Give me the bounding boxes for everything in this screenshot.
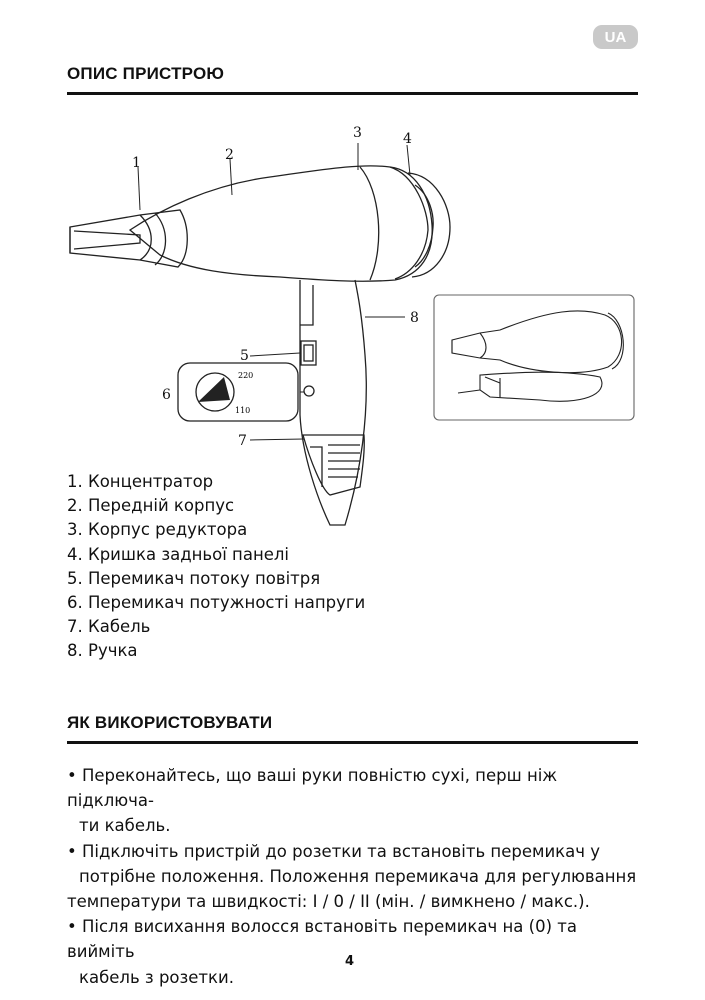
usage-instructions [67,763,647,990]
list-item: 2. Передній корпус [67,496,235,516]
rear-cover [408,173,450,277]
list-item: 6. Перемикач потужності напруги [67,593,366,613]
list-item: 8. Ручка [67,641,138,661]
instruction-line: температури та швидкості: I / 0 / II (мін. / вимкнено / макс.). [67,892,590,912]
list-item: 1. Концентратор [67,472,214,491]
section-title-how-to-use: ЯК ВИКОРИСТОВУВАТИ [67,713,273,732]
dial-label-220: 220 [238,371,254,380]
page-number: 4 [345,954,355,969]
dial-label-110: 110 [235,406,251,415]
language-badge: UA [593,25,638,49]
instruction-line: потрібне положення. Положення перемикача для регулювання [79,866,637,886]
section-title-device-description: ОПИС ПРИСТРОЮ [67,64,225,83]
list-item: 3. Корпус редуктора [67,520,248,540]
section-divider [67,92,638,95]
folded-dryer-inset [434,295,634,420]
instruction-line: • Підключіть пристрій до розетки та встановіть перемикач у [67,841,601,861]
list-item: 7. Кабель [67,617,151,637]
instruction-line: • Переконайтесь, що ваші руки повністю сухі, перш ніж підключа- [67,766,558,811]
instruction-line: ти кабель. [79,816,171,836]
callout-1: 1 [132,155,141,171]
instruction-line: кабель з розетки. [79,967,234,987]
voltage-dial-inset [178,363,298,421]
callout-4: 4 [403,131,412,147]
callout-6: 6 [162,387,171,403]
dryer-body [130,166,432,281]
parts-list [67,470,365,664]
callout-5: 5 [240,348,249,364]
callout-3: 3 [353,125,362,141]
instruction-line: • Після висихання волосся встановіть перемикач на (0) та вийміть [67,917,577,962]
callout-8: 8 [410,310,419,326]
callout-7: 7 [238,433,247,449]
voltage-switch [304,386,314,396]
section-divider [67,741,638,744]
list-item: 4. Кришка задньої панелі [67,544,290,564]
list-item: 5. Перемикач потоку повітря [67,568,321,588]
concentrator [70,210,187,267]
callout-2: 2 [225,147,234,163]
